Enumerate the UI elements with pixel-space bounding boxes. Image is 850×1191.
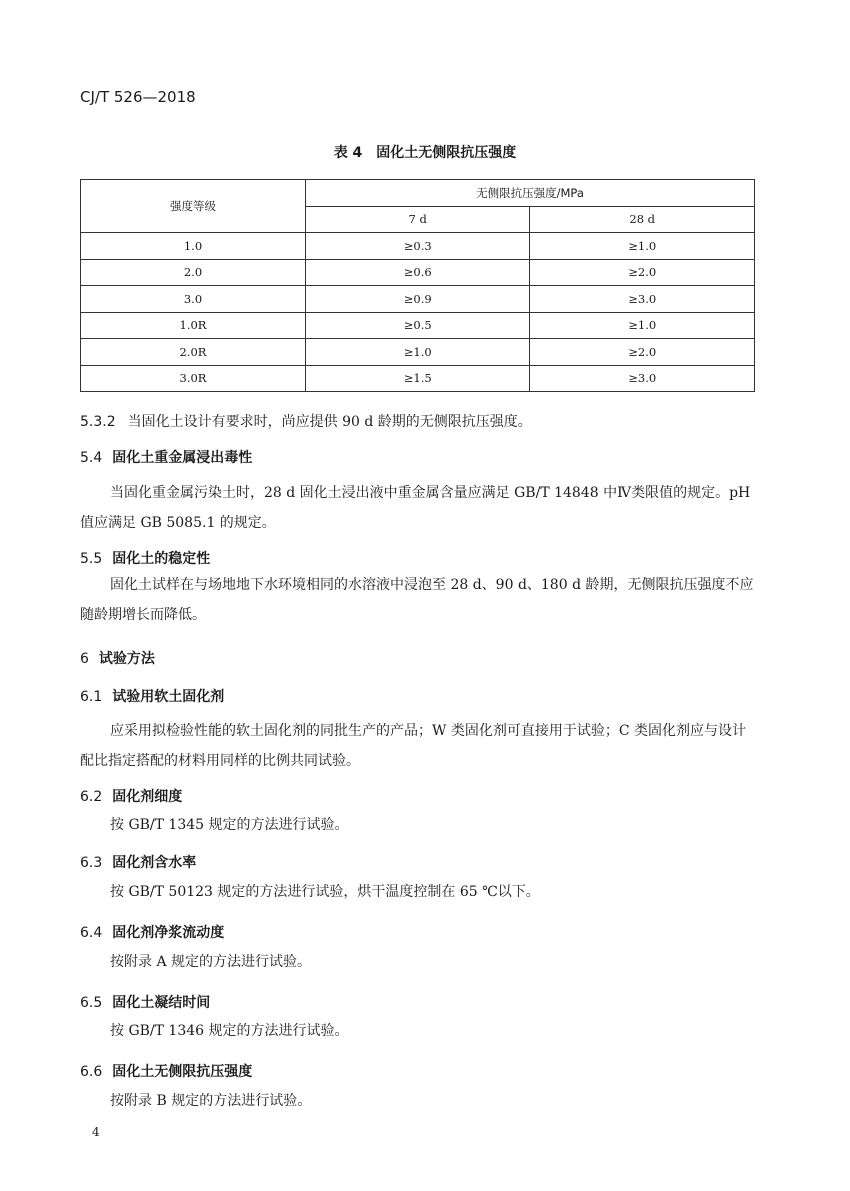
cell-7d: ≥0.3 bbox=[306, 233, 530, 260]
table-row bbox=[81, 233, 755, 260]
section-number: 5.4 bbox=[80, 450, 103, 466]
cell-7d: ≥1.5 bbox=[306, 365, 530, 392]
section-heading-5-5 bbox=[80, 548, 210, 568]
page-number: 4 bbox=[92, 1125, 100, 1139]
section-title: 固化剂含水率 bbox=[112, 855, 197, 871]
section-title: 固化土重金属浸出毒性 bbox=[112, 450, 253, 466]
cell-28d: ≥3.0 bbox=[530, 286, 755, 313]
paragraph-6-6: 按附录 B 规定的方法进行试验。 bbox=[110, 1093, 312, 1109]
section-heading-6-3 bbox=[80, 852, 196, 872]
strength-table bbox=[80, 179, 755, 392]
table-header-row bbox=[81, 180, 755, 207]
section-title: 固化土的稳定性 bbox=[112, 551, 211, 567]
section-title: 固化土无侧限抗压强度 bbox=[112, 1064, 253, 1080]
cell-28d: ≥1.0 bbox=[530, 233, 755, 260]
cell-grade: 2.0 bbox=[81, 259, 306, 286]
section-title: 固化剂净浆流动度 bbox=[112, 925, 225, 941]
header-7d: 7 d bbox=[306, 206, 530, 233]
cell-grade: 3.0 bbox=[81, 286, 306, 313]
section-heading-5-4 bbox=[80, 447, 252, 467]
cell-grade: 2.0R bbox=[81, 339, 306, 366]
section-number: 6.4 bbox=[80, 925, 103, 941]
section-number: 5.5 bbox=[80, 551, 103, 567]
cell-7d: ≥0.5 bbox=[306, 312, 530, 339]
table-row bbox=[81, 312, 755, 339]
section-title: 试验用软土固化剂 bbox=[112, 689, 225, 705]
section-heading-6-2 bbox=[80, 786, 182, 806]
table-row bbox=[81, 339, 755, 366]
clause-number: 5.3.2 bbox=[80, 414, 116, 430]
paragraph-6-1: 应采用拟检验性能的软土固化剂的同批生产的产品；W 类固化剂可直接用于试验；C 类固化剂应与设计配比指定搭配的材料用同样的比例共同试验。 bbox=[80, 723, 746, 769]
table-caption: 表 4 固化土无侧限抗压强度 bbox=[333, 145, 517, 161]
section-heading-6-5 bbox=[80, 992, 210, 1012]
chapter-title: 试验方法 bbox=[98, 651, 155, 667]
section-heading-6-6 bbox=[80, 1061, 252, 1081]
clause-text: 当固化土设计有要求时，尚应提供 90 d 龄期的无侧限抗压强度。 bbox=[127, 414, 532, 430]
paragraph-6-2: 按 GB/T 1345 规定的方法进行试验。 bbox=[110, 817, 349, 833]
section-number: 6.3 bbox=[80, 855, 103, 871]
chapter-heading-6 bbox=[80, 648, 155, 668]
section-number: 6.6 bbox=[80, 1064, 103, 1080]
paragraph-5-4: 当固化重金属污染土时，28 d 固化土浸出液中重金属含量应满足 GB/T 14848 中Ⅳ类限值的规定。pH 值应满足 GB 5085.1 的规定。 bbox=[80, 485, 751, 531]
standard-code: CJ/T 526—2018 bbox=[80, 88, 196, 106]
cell-28d: ≥3.0 bbox=[530, 365, 755, 392]
cell-grade: 3.0R bbox=[81, 365, 306, 392]
section-title: 固化土凝结时间 bbox=[112, 995, 211, 1011]
clause-5-3-2 bbox=[80, 407, 755, 437]
paragraph-6-5: 按 GB/T 1346 规定的方法进行试验。 bbox=[110, 1023, 349, 1039]
table-row bbox=[81, 365, 755, 392]
cell-7d: ≥1.0 bbox=[306, 339, 530, 366]
header-28d: 28 d bbox=[530, 206, 755, 233]
cell-28d: ≥1.0 bbox=[530, 312, 755, 339]
section-number: 6.2 bbox=[80, 789, 103, 805]
header-grade: 强度等级 bbox=[81, 180, 306, 233]
section-number: 6.1 bbox=[80, 689, 103, 705]
section-heading-6-4 bbox=[80, 922, 224, 942]
chapter-number: 6 bbox=[80, 651, 89, 667]
cell-7d: ≥0.6 bbox=[306, 259, 530, 286]
table-row bbox=[81, 286, 755, 313]
paragraph-6-4: 按附录 A 规定的方法进行试验。 bbox=[110, 954, 312, 970]
paragraph-6-3: 按 GB/T 50123 规定的方法进行试验，烘干温度控制在 65 ℃以下。 bbox=[110, 884, 540, 900]
section-heading-6-1 bbox=[80, 686, 224, 706]
header-strength: 无侧限抗压强度/MPa bbox=[306, 180, 755, 207]
cell-28d: ≥2.0 bbox=[530, 339, 755, 366]
section-title: 固化剂细度 bbox=[112, 789, 183, 805]
cell-grade: 1.0 bbox=[81, 233, 306, 260]
cell-grade: 1.0R bbox=[81, 312, 306, 339]
cell-28d: ≥2.0 bbox=[530, 259, 755, 286]
section-number: 6.5 bbox=[80, 995, 103, 1011]
cell-7d: ≥0.9 bbox=[306, 286, 530, 313]
table-row bbox=[81, 259, 755, 286]
paragraph-5-5: 固化土试样在与场地地下水环境相同的水溶液中浸泡至 28 d、90 d、180 d 龄期，无侧限抗压强度不应随龄期增长而降低。 bbox=[80, 577, 754, 623]
